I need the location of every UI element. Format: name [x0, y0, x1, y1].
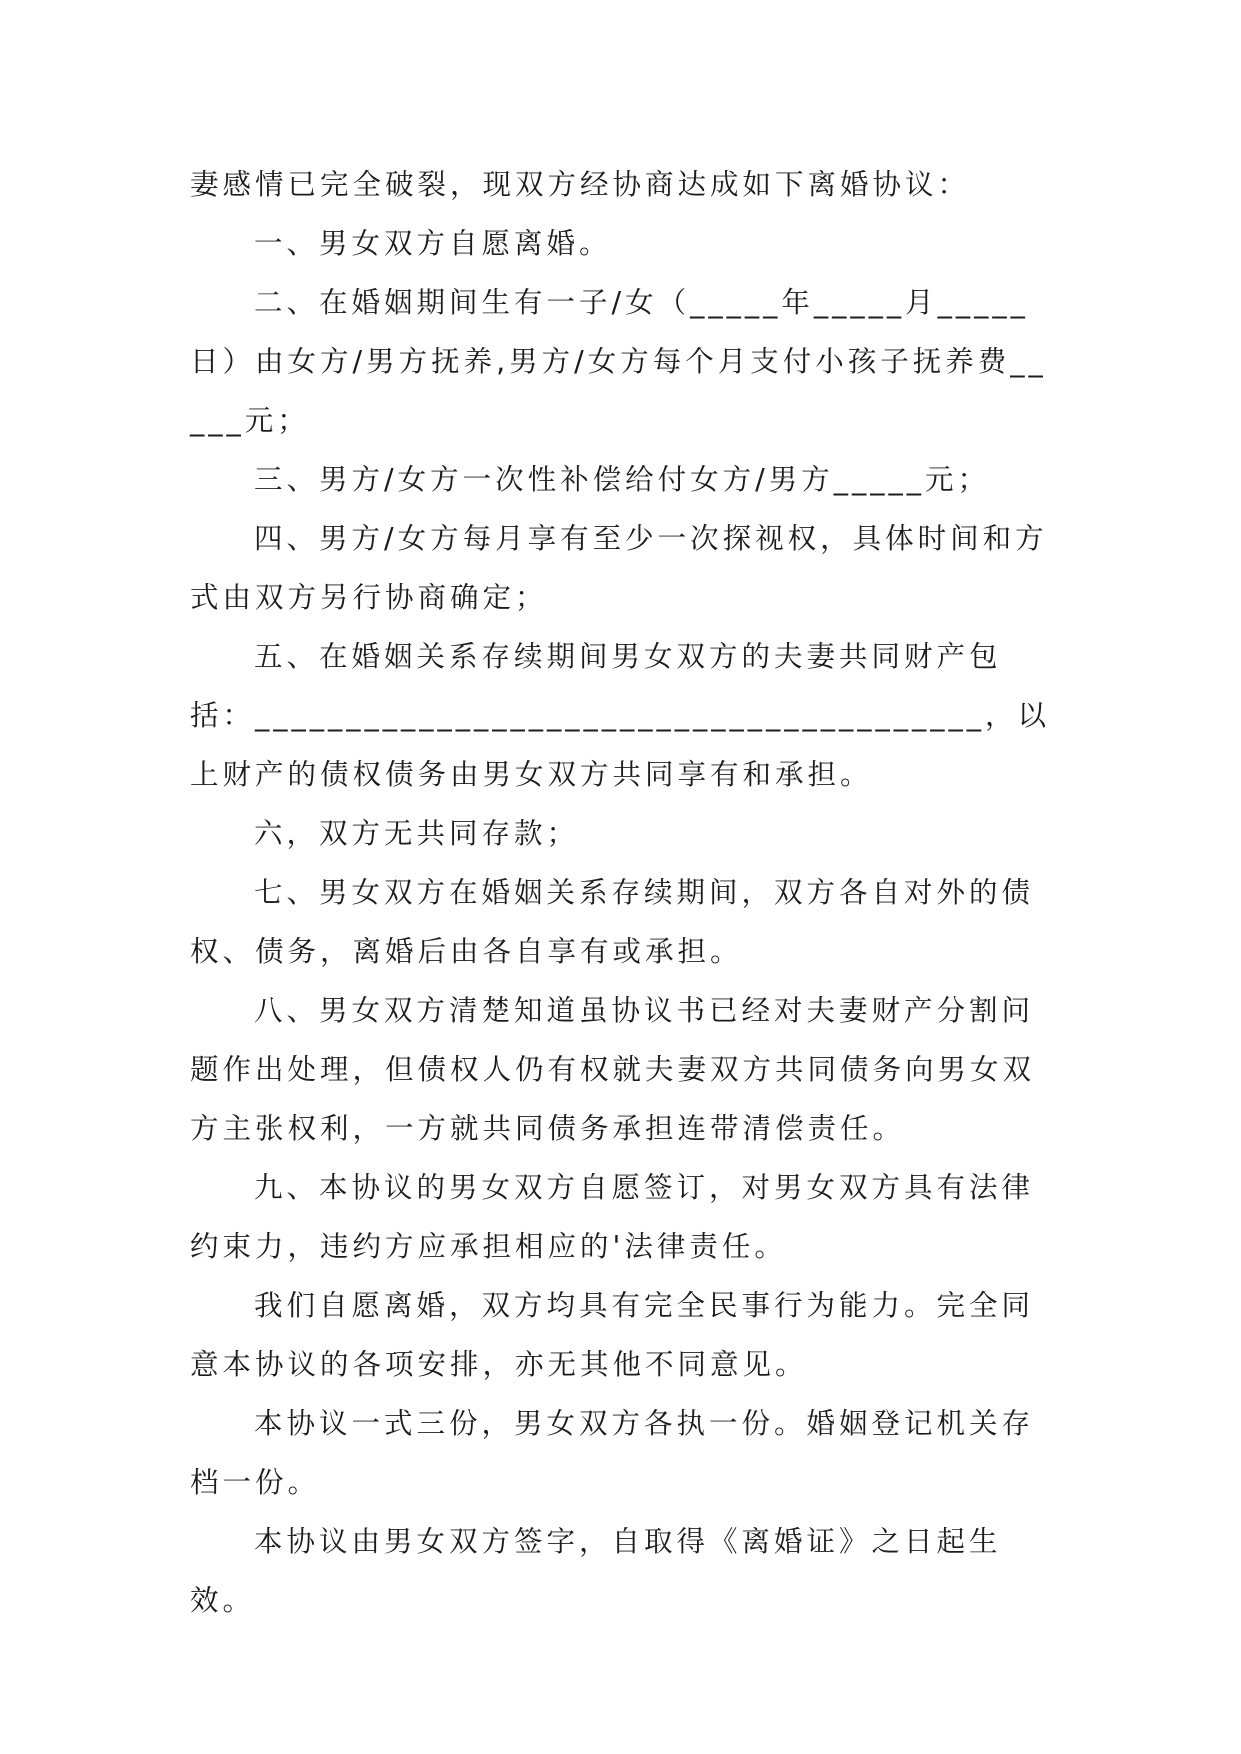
paragraph-intro: 妻感情已完全破裂，现双方经协商达成如下离婚协议：	[190, 168, 971, 201]
statement-effective: 本协议由男女双方签字，自取得《离婚证》之日起生效。	[190, 1525, 1002, 1617]
clause-4: 四、男方/女方每月享有至少一次探视权，具体时间和方式由双方另行协商确定；	[190, 522, 1048, 614]
statement-capacity: 我们自愿离婚，双方均具有完全民事行为能力。完全同意本协议的各项安排，亦无其他不同意见。	[190, 1289, 1035, 1381]
clause-7: 七、男女双方在婚姻关系存续期间，双方各自对外的债权、债务，离婚后由各自享有或承担。	[190, 876, 1035, 968]
clause-9: 九、本协议的男女双方自愿签订，对男女双方具有法律约束力，违约方应承担相应的'法律责任。	[190, 1171, 1035, 1263]
clause-3: 三、男方/女方一次性补偿给付女方/男方_____元；	[254, 463, 990, 496]
clause-2: 二、在婚姻期间生有一子/女（_____年_____月_____日）由女方/男方抚养,男方/女方每个月支付小孩子抚养费_____元；	[190, 286, 1047, 437]
document-body	[190, 155, 1050, 1630]
clause-8: 八、男女双方清楚知道虽协议书已经对夫妻财产分割问题作出处理，但债权人仍有权就夫妻双方共同债务向男女双方主张权利，一方就共同债务承担连带清偿责任。	[190, 994, 1036, 1145]
statement-copies: 本协议一式三份，男女双方各执一份。婚姻登记机关存档一份。	[190, 1407, 1035, 1499]
clause-5: 五、在婚姻关系存续期间男女双方的夫妻共同财产包括：________________________________________，以上财产的债权债务由男女双方共同享有和承担。	[190, 640, 1051, 791]
clause-6: 六，双方无共同存款；	[254, 817, 580, 850]
clause-1: 一、男女双方自愿离婚。	[254, 227, 612, 260]
